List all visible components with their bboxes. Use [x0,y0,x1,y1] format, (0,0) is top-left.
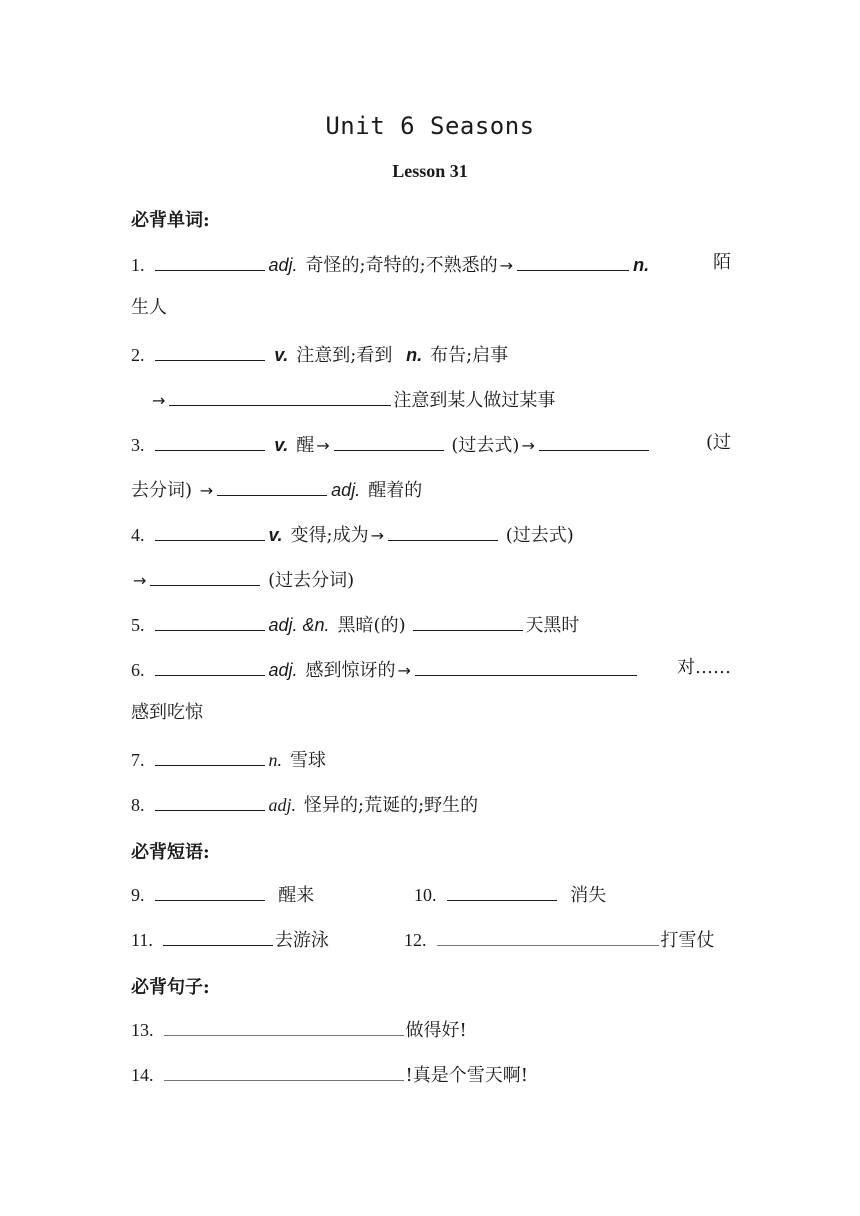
unit-title: Unit 6 Seasons [325,112,535,140]
answer-blank[interactable] [155,612,265,631]
answer-blank[interactable] [517,252,629,271]
answer-blank[interactable] [155,657,265,676]
lesson-title: Lesson 31 [392,161,468,181]
item-number: 11. [131,930,153,950]
phrase-meaning: 对…… [677,657,731,678]
item-number: 9. [131,885,145,905]
item-6-cont [131,702,731,724]
words-heading: 必背单词: [131,210,210,231]
item-2 [131,342,731,367]
form-label: (过去式) [451,435,520,456]
answer-blank[interactable] [388,522,498,541]
arrow-icon: → [370,526,385,545]
item-5 [131,612,731,637]
item-8 [131,792,731,817]
answer-blank[interactable] [413,612,523,631]
item-6 [131,657,731,682]
item-3-cont [131,477,731,502]
sentences-heading: 必背句子: [131,977,210,998]
arrow-icon: → [499,256,514,275]
part-of-speech: adj. [268,795,297,815]
part-of-speech: adj. [268,660,298,680]
meaning: 变得;成为 [290,525,369,546]
item-number: 7. [131,750,145,770]
meaning: 黑暗(的) [337,615,406,636]
part-of-speech: adj. &n. [268,615,330,635]
answer-blank[interactable] [169,387,391,406]
answer-blank[interactable] [164,1062,404,1081]
phrase-meaning: 感到吃惊 [131,702,203,723]
arrow-icon: → [397,661,411,680]
form-label: 去分词) [131,480,193,501]
item-12 [404,927,734,952]
phrase-meaning: 打雪仗 [660,930,715,951]
item-4-cont [131,567,731,592]
part-of-speech: n. [633,255,650,275]
item-7 [131,747,731,772]
item-4 [131,522,731,547]
part-of-speech: v. [268,525,283,545]
phrase-meaning: 去游泳 [274,930,329,951]
item-2-cont [150,387,750,412]
meaning: 怪异的;荒诞的;野生的 [304,795,479,816]
answer-blank[interactable] [217,477,327,496]
answer-blank[interactable] [155,522,265,541]
item-number: 5. [131,615,145,635]
meaning: 醒 [296,435,315,456]
meaning: 布告;启事 [430,345,509,366]
part-of-speech: v. [274,435,289,455]
meaning: 感到惊讶的 [305,660,396,681]
part-of-speech: adj. [268,255,298,275]
part-of-speech: n. [406,345,423,365]
part-of-speech: v. [274,345,289,365]
meaning: 奇怪的;奇特的;不熟悉的 [305,255,498,276]
item-1 [131,252,731,277]
answer-blank[interactable] [437,927,659,946]
part-of-speech: n. [268,750,282,770]
item-3 [131,432,731,457]
answer-blank[interactable] [163,927,273,946]
form-label: (过去式) [505,525,574,546]
answer-blank[interactable] [155,792,265,811]
item-number: 14. [131,1065,154,1085]
answer-blank[interactable] [155,252,265,271]
arrow-icon: → [521,436,535,455]
form-label: (过 [705,432,731,453]
item-number: 6. [131,660,145,680]
form-label: (过去分词) [268,570,355,591]
meaning: 雪球 [290,750,326,771]
answer-blank[interactable] [334,432,444,451]
answer-blank[interactable] [155,747,265,766]
item-number: 2. [131,345,145,365]
phrase-meaning: 注意到某人做过某事 [393,390,556,411]
phrase-meaning: 醒来 [278,885,315,906]
phrases-heading: 必背短语: [131,842,210,863]
answer-blank[interactable] [415,657,637,676]
meaning: 陌 [713,252,731,273]
answer-blank[interactable] [150,567,260,586]
item-13 [131,1017,731,1042]
arrow-icon: → [133,571,147,590]
sentence-meaning: 做得好! [405,1020,467,1041]
part-of-speech: adj. [331,480,361,500]
item-number: 3. [131,435,145,455]
answer-blank[interactable] [155,882,265,901]
arrow-icon: → [152,391,166,410]
answer-blank[interactable] [539,432,649,451]
item-10 [414,882,734,907]
item-number: 8. [131,795,145,815]
sentence-meaning: !真是个雪天啊! [405,1065,528,1086]
phrase-meaning: 消失 [570,885,607,906]
arrow-icon: → [199,481,214,500]
item-14 [131,1062,731,1087]
item-number: 4. [131,525,145,545]
answer-blank[interactable] [164,1017,404,1036]
item-number: 10. [414,885,437,905]
item-number: 12. [404,930,427,950]
item-number: 13. [131,1020,154,1040]
arrow-icon: → [316,436,330,455]
answer-blank[interactable] [155,342,265,361]
meaning: 生人 [131,297,167,318]
meaning: 注意到;看到 [296,345,393,366]
answer-blank[interactable] [447,882,557,901]
item-number: 1. [131,255,145,275]
meaning: 醒着的 [368,480,423,501]
phrase-meaning: 天黑时 [525,615,580,636]
answer-blank[interactable] [155,432,265,451]
item-1-cont [131,297,731,319]
